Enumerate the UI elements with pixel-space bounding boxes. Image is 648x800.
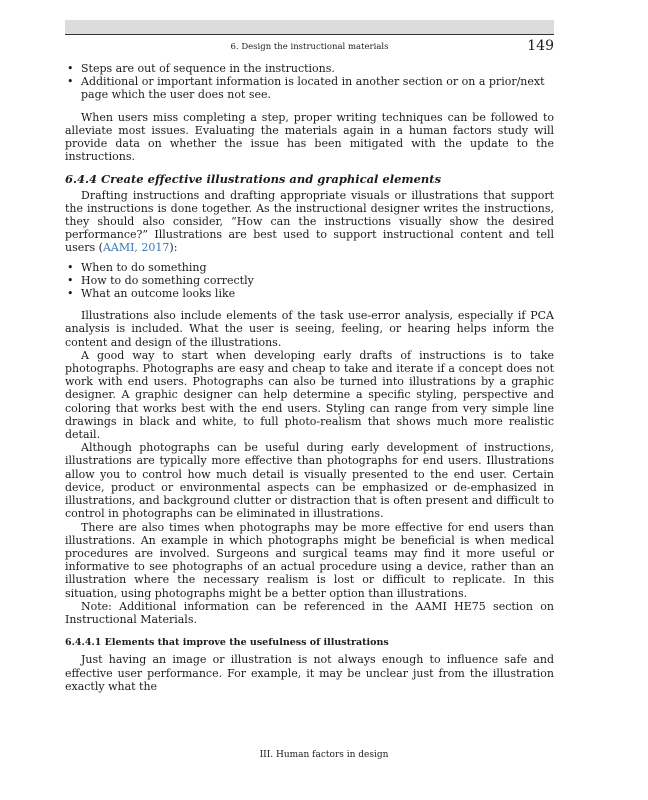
paragraph-intro	[65, 189, 554, 255]
subsection-heading: 6.4.4.1 Elements that improve the usefulness of illustrations	[65, 637, 389, 649]
body-text	[65, 62, 554, 693]
bullet-list-illustrations	[65, 261, 554, 301]
list-item: • Steps are out of sequence in the instructions.	[65, 62, 554, 75]
running-head	[65, 38, 554, 54]
paragraph: There are also times when photographs may be more effective for end users than illustrations. An example in which photographs might be beneficial is when medical procedures are involved. Surgeons and surgical teams may find it more useful or informative to see photographs of an actual procedure using a device, rather than an illustration where the necessary realism is lost or difficult to replicate. In this situation, using photographs might be a better option than illustrations.	[65, 520, 554, 600]
paragraph: A good way to start when developing early drafts of instructions is to take photographs. Photographs are easy and cheap to take and iterate if a concept does not work with end users. Photographs can also be turned into illustrations by a graphic designer. A graphic designer can help determine a specific styling, perspective and coloring that works best with the end users. Styling can range from very simple line drawings in black and white, to full photo-realism that shows much more realistic detail.	[65, 348, 554, 442]
list-item: • Additional or important information is located in another section or on a prior/next page which the user does not see.	[65, 75, 554, 101]
citation-link[interactable]: AAMI, 2017	[102, 241, 170, 255]
list-item: • What an outcome looks like	[65, 287, 554, 300]
paragraph: Just having an image or illustration is not always enough to influence safe and effective user performance. For example, it may be unclear just from the illustration exactly what the	[65, 653, 554, 693]
paragraph: Illustrations also include elements of the task use-error analysis, especially if PCA analysis is included. What the user is seeing, feeling, or hearing helps inform the content and design of the illustrations.	[65, 309, 554, 349]
list-item: • How to do something correctly	[65, 274, 554, 287]
list-item: • When to do something	[65, 261, 554, 274]
paragraph: Although photographs can be useful during early development of instructions, illustrations are typically more effective than photographs for end users. Illustrations allow you to control how much detail is visually presented to the end user. Certain device, product or environmental aspects can be emphasized or de-emphasized in illustrations, and background clutter or distraction that is often present and difficult to control in photographs can be eliminated in illustrations.	[65, 441, 554, 521]
page-number: 149	[527, 38, 554, 54]
intro-end: ):	[169, 241, 178, 255]
page-footer: III. Human factors in design	[259, 750, 389, 760]
section-heading: 6.4.4 Create effective illustrations and graphical elements	[65, 172, 442, 187]
paragraph: When users miss completing a step, proper writing techniques can be followed to alleviate most issues. Evaluating the materials again in a human factors study will provide data on whether the issue has been mitigated with the update to the instructions.	[65, 110, 554, 164]
paragraph-note: Note: Additional information can be referenced in the AAMI HE75 section on Instructional Materials.	[65, 599, 554, 626]
chapter-title: 6. Design the instructional materials	[230, 42, 389, 52]
header-band	[65, 20, 554, 34]
intro-text: Drafting instructions and drafting appropriate visuals or illustrations that support the instructions is done together. As the instructional designer writes the instructions, they should also consider, “How can the instructions visually show the desired performance?” Illustrations are best used to support instructional content and tell users (	[65, 188, 554, 255]
bullet-list-issues	[65, 62, 554, 102]
header-rule	[65, 34, 554, 35]
